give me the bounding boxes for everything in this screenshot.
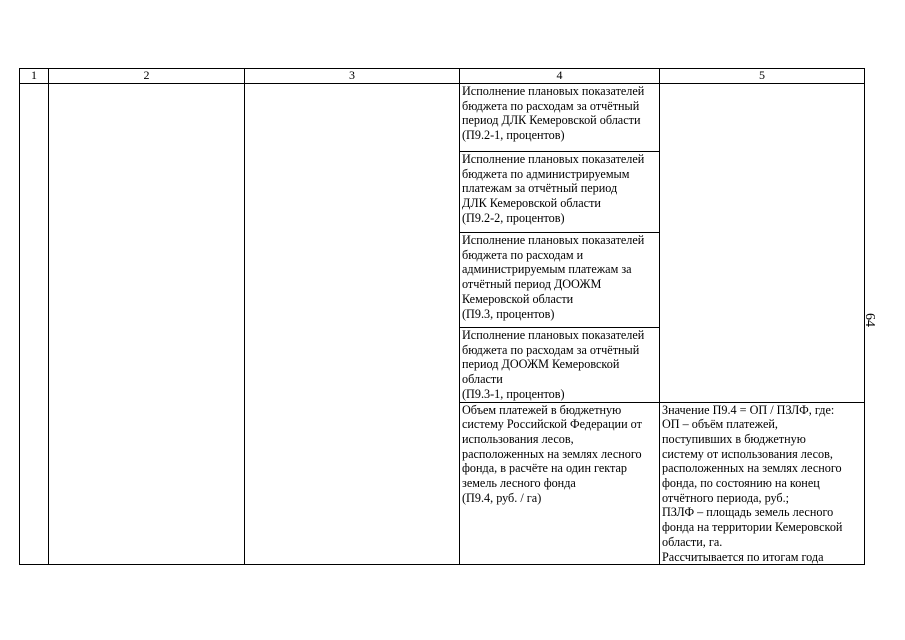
formula-p9-4-cell <box>660 402 865 565</box>
cell-col-5-empty <box>660 84 865 403</box>
indicator-p9-3-text: Исполнение плановых показателей бюджета по расходам и администрируемым платежам за отчётный период ДООЖМ Кемеровской области (П9.3, процентов) <box>462 233 645 321</box>
page-number: 64 <box>862 313 877 327</box>
table-row <box>20 84 865 152</box>
indicator-table <box>19 68 865 565</box>
indicator-p9-3-cell <box>460 233 660 328</box>
indicator-p9-4-text: Объем платежей в бюджетную систему Российской Федерации от использования лесов, расположенных на землях лесного фонда, в расчёте на один гектар земель лесного фонда (П9.4, руб. / га) <box>462 402 642 505</box>
indicator-p9-2-2-text: Исполнение плановых показателей бюджета по администрируемым платежам за отчётный период ДЛК Кемеровской области (П9.2-2, процентов) <box>462 152 645 225</box>
indicator-p9-3-1-cell <box>460 328 660 403</box>
table-header-row <box>20 69 865 84</box>
header-col-2: 2 <box>49 69 245 84</box>
indicator-p9-4-cell <box>460 402 660 565</box>
formula-p9-4-text: Значение П9.4 = ОП / ПЗЛФ, где: ОП – объём платежей, поступивших в бюджетную систему от использования лесов, расположенных на землях лесного фонда, по состоянию на конец отчётного периода, руб.; ПЗЛФ – площадь земель лесного фонда на территории Кемеровской области, га. Рассчитывается по итогам года <box>662 402 843 564</box>
indicator-p9-2-2-cell <box>460 152 660 233</box>
indicator-p9-2-1-cell <box>460 84 660 152</box>
indicator-p9-3-1-text: Исполнение плановых показателей бюджета по расходам за отчётный период ДООЖМ Кемеровской области (П9.3-1, процентов) <box>462 328 645 401</box>
header-col-1: 1 <box>20 69 49 84</box>
cell-col-2-empty <box>49 84 245 565</box>
header-col-5: 5 <box>660 69 865 84</box>
header-col-4: 4 <box>460 69 660 84</box>
indicator-p9-2-1-text: Исполнение плановых показателей бюджета по расходам за отчётный период ДЛК Кемеровской области (П9.2-1, процентов) <box>462 84 645 143</box>
header-col-3: 3 <box>245 69 460 84</box>
cell-col-3-empty <box>245 84 460 565</box>
cell-col-1-empty <box>20 84 49 565</box>
